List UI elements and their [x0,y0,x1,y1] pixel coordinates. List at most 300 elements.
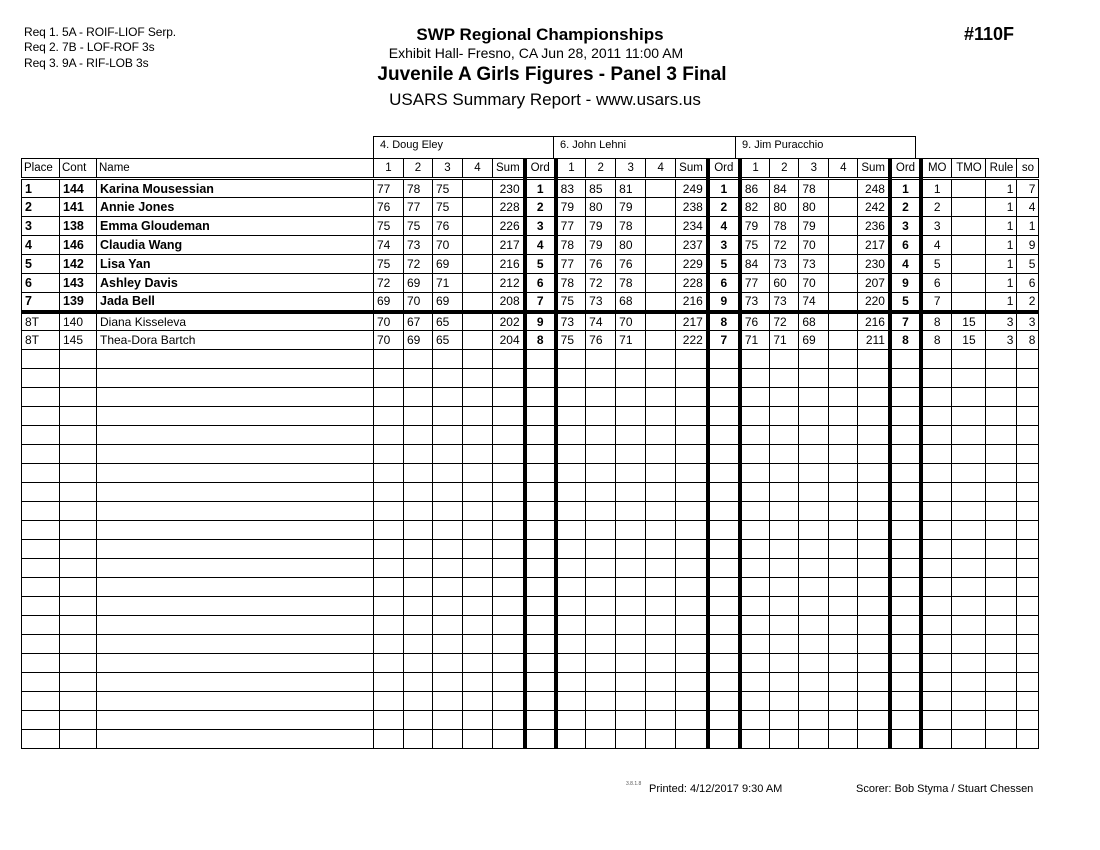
empty-cell [433,407,463,426]
col-j1-s2: 2 [404,159,433,179]
empty-cell [740,502,770,521]
empty-cell [740,692,770,711]
empty-cell [525,673,556,692]
rule-cell: 1 [986,179,1017,198]
empty-cell [463,388,493,407]
empty-cell [1017,464,1039,483]
empty-cell [829,654,858,673]
empty-cell [97,445,374,464]
empty-cell [22,635,60,654]
empty-cell [890,407,921,426]
empty-cell [858,578,890,597]
judge1-score-4 [463,255,493,274]
empty-cell [463,350,493,369]
judge2-ordinal: 7 [708,331,740,350]
judge1-score-4 [463,331,493,350]
contestant-number-cell: 139 [60,293,97,312]
empty-cell [858,597,890,616]
contestant-number-cell: 138 [60,217,97,236]
empty-cell [433,426,463,445]
col-j2-ord: Ord [708,159,740,179]
empty-cell [616,464,646,483]
empty-cell [463,673,493,692]
empty-cell [404,578,433,597]
empty-cell [556,730,586,749]
empty-cell [890,369,921,388]
empty-cell [829,711,858,730]
empty-cell [770,350,799,369]
judge3-score-2: 72 [770,236,799,255]
empty-cell [858,654,890,673]
judge2-score-4 [646,217,676,236]
judge1-sum: 228 [493,198,525,217]
empty-cell [986,350,1017,369]
empty-cell [676,521,708,540]
empty-row [22,559,1039,578]
judge2-score-3: 70 [616,312,646,331]
empty-cell [646,521,676,540]
empty-cell [708,616,740,635]
empty-cell [708,388,740,407]
empty-cell [890,692,921,711]
empty-cell [858,559,890,578]
empty-cell [525,540,556,559]
empty-cell [556,407,586,426]
judge1-ordinal: 4 [525,236,556,255]
empty-cell [493,616,525,635]
majority-ordinal-cell: 4 [921,236,952,255]
empty-cell [770,635,799,654]
empty-cell [646,426,676,445]
empty-cell [799,559,829,578]
empty-cell [586,540,616,559]
table-row [22,331,1039,350]
empty-cell [1017,445,1039,464]
empty-cell [586,673,616,692]
empty-cell [433,673,463,692]
empty-cell [404,635,433,654]
majority-ordinal-cell: 2 [921,198,952,217]
empty-cell [404,445,433,464]
judge1-score-2: 78 [404,179,433,198]
empty-cell [986,635,1017,654]
empty-cell [676,483,708,502]
judge3-score-4 [829,217,858,236]
judge1-score-2: 75 [404,217,433,236]
empty-cell [404,483,433,502]
judge3-score-1: 86 [740,179,770,198]
judge1-score-4 [463,217,493,236]
empty-cell [829,616,858,635]
empty-cell [556,597,586,616]
empty-cell [952,654,986,673]
empty-cell [616,597,646,616]
col-place: Place [22,159,60,179]
empty-cell [22,502,60,521]
empty-cell [986,730,1017,749]
judge3-score-2: 60 [770,274,799,293]
empty-cell [740,616,770,635]
empty-cell [708,521,740,540]
empty-cell [858,483,890,502]
empty-cell [97,388,374,407]
empty-cell [586,350,616,369]
empty-cell [858,464,890,483]
empty-cell [858,616,890,635]
empty-cell [1017,616,1039,635]
judge1-score-2: 70 [404,293,433,312]
empty-cell [463,597,493,616]
judge3-score-3: 73 [799,255,829,274]
empty-cell [829,578,858,597]
judge3-score-4 [829,255,858,274]
rule-cell: 1 [986,255,1017,274]
empty-row [22,464,1039,483]
empty-cell [616,654,646,673]
empty-cell [404,540,433,559]
empty-cell [616,559,646,578]
empty-cell [60,673,97,692]
empty-cell [770,730,799,749]
judge3-score-1: 77 [740,274,770,293]
empty-cell [433,654,463,673]
empty-cell [22,445,60,464]
empty-cell [799,445,829,464]
empty-cell [463,616,493,635]
total-majority-ordinal-cell [952,217,986,236]
empty-cell [60,730,97,749]
empty-cell [22,388,60,407]
judge2-score-2: 74 [586,312,616,331]
empty-cell [740,597,770,616]
judge1-sum: 208 [493,293,525,312]
empty-cell [463,654,493,673]
empty-cell [890,578,921,597]
empty-cell [921,654,952,673]
empty-cell [97,483,374,502]
col-j2-s4: 4 [646,159,676,179]
empty-cell [708,426,740,445]
empty-cell [374,730,404,749]
judge2-score-3: 78 [616,217,646,236]
judge2-sum: 217 [676,312,708,331]
empty-row [22,426,1039,445]
empty-cell [404,654,433,673]
empty-cell [952,388,986,407]
empty-cell [952,673,986,692]
empty-cell [740,445,770,464]
empty-cell [433,692,463,711]
empty-cell [60,635,97,654]
judge1-ordinal: 1 [525,179,556,198]
empty-cell [433,559,463,578]
empty-cell [463,578,493,597]
empty-cell [952,578,986,597]
skating-order-cell: 3 [1017,312,1039,331]
empty-cell [708,464,740,483]
judge-header-3: 9. Jim Puracchio [735,136,916,158]
table-row [22,293,1039,312]
empty-cell [1017,388,1039,407]
judge1-score-2: 73 [404,236,433,255]
empty-cell [1017,407,1039,426]
empty-cell [890,559,921,578]
judge3-score-4 [829,331,858,350]
place-cell: 6 [22,274,60,293]
empty-cell [921,559,952,578]
judge3-ordinal: 4 [890,255,921,274]
empty-cell [646,502,676,521]
empty-cell [799,616,829,635]
judge3-sum: 242 [858,198,890,217]
col-j1-s1: 1 [374,159,404,179]
empty-cell [97,730,374,749]
empty-cell [646,369,676,388]
empty-cell [493,635,525,654]
empty-cell [433,369,463,388]
judge1-sum: 204 [493,331,525,350]
empty-cell [525,730,556,749]
empty-cell [60,369,97,388]
empty-cell [556,711,586,730]
judge1-sum: 212 [493,274,525,293]
total-majority-ordinal-cell [952,198,986,217]
empty-cell [374,388,404,407]
empty-cell [986,559,1017,578]
empty-cell [740,464,770,483]
empty-cell [952,521,986,540]
empty-cell [676,407,708,426]
judge3-sum: 217 [858,236,890,255]
empty-cell [556,578,586,597]
empty-cell [586,559,616,578]
judge1-score-4 [463,198,493,217]
empty-cell [60,654,97,673]
empty-cell [22,464,60,483]
empty-cell [952,407,986,426]
skating-order-cell: 8 [1017,331,1039,350]
judge1-score-1: 75 [374,255,404,274]
empty-cell [493,673,525,692]
empty-cell [433,521,463,540]
empty-cell [493,730,525,749]
empty-cell [646,597,676,616]
empty-cell [708,445,740,464]
judge2-score-1: 83 [556,179,586,198]
col-j3-ord: Ord [890,159,921,179]
empty-cell [556,673,586,692]
empty-cell [740,521,770,540]
empty-cell [829,483,858,502]
empty-cell [890,711,921,730]
empty-cell [890,350,921,369]
judge2-ordinal: 5 [708,255,740,274]
empty-cell [463,369,493,388]
judge1-ordinal: 5 [525,255,556,274]
empty-cell [404,350,433,369]
empty-cell [921,445,952,464]
judge2-score-1: 79 [556,198,586,217]
empty-cell [525,692,556,711]
empty-cell [556,540,586,559]
empty-cell [22,692,60,711]
table-row [22,312,1039,331]
empty-cell [60,502,97,521]
empty-cell [829,388,858,407]
empty-cell [60,464,97,483]
empty-cell [1017,635,1039,654]
empty-cell [463,730,493,749]
empty-cell [493,654,525,673]
rule-cell: 3 [986,331,1017,350]
judge3-sum: 230 [858,255,890,274]
empty-cell [740,654,770,673]
empty-cell [921,635,952,654]
empty-cell [556,445,586,464]
col-j3-sum: Sum [858,159,890,179]
judge1-ordinal: 2 [525,198,556,217]
empty-cell [986,388,1017,407]
empty-cell [493,578,525,597]
place-cell: 7 [22,293,60,312]
empty-cell [1017,673,1039,692]
judge2-score-4 [646,274,676,293]
judge1-score-2: 67 [404,312,433,331]
empty-cell [22,407,60,426]
empty-cell [374,578,404,597]
place-cell: 1 [22,179,60,198]
event-number: #110F [964,24,1015,44]
empty-cell [829,426,858,445]
empty-cell [676,388,708,407]
empty-cell [952,350,986,369]
empty-cell [374,369,404,388]
empty-cell [952,483,986,502]
empty-cell [60,578,97,597]
judge2-score-4 [646,255,676,274]
empty-row [22,407,1039,426]
col-name: Name [97,159,374,179]
competition-title: SWP Regional Championships [416,25,664,44]
judge1-sum: 216 [493,255,525,274]
empty-cell [770,445,799,464]
empty-cell [921,540,952,559]
empty-cell [890,635,921,654]
empty-cell [799,540,829,559]
skating-order-cell: 6 [1017,274,1039,293]
empty-cell [770,426,799,445]
empty-cell [404,464,433,483]
contestant-number-cell: 145 [60,331,97,350]
judge-header-2: 6. John Lehni [553,136,736,158]
empty-cell [770,673,799,692]
judge1-score-2: 72 [404,255,433,274]
judge3-score-3: 79 [799,217,829,236]
empty-cell [97,426,374,445]
empty-cell [586,578,616,597]
judge2-sum: 228 [676,274,708,293]
majority-ordinal-cell: 6 [921,274,952,293]
empty-cell [22,521,60,540]
empty-cell [986,711,1017,730]
empty-cell [829,559,858,578]
judge2-score-3: 71 [616,331,646,350]
judge2-score-4 [646,198,676,217]
requirement-1: Req 1. 5A - ROIF-LIOF Serp. [24,25,177,39]
empty-cell [646,616,676,635]
empty-cell [708,730,740,749]
empty-cell [463,540,493,559]
empty-cell [1017,730,1039,749]
empty-cell [646,388,676,407]
judge2-score-4 [646,331,676,350]
empty-cell [586,502,616,521]
empty-cell [404,692,433,711]
empty-cell [799,635,829,654]
empty-cell [525,388,556,407]
empty-cell [770,540,799,559]
empty-cell [493,426,525,445]
empty-cell [433,635,463,654]
skater-name-cell: Claudia Wang [97,236,374,255]
empty-cell [463,483,493,502]
empty-cell [525,350,556,369]
skater-name-cell: Jada Bell [97,293,374,312]
judge3-score-3: 68 [799,312,829,331]
judge2-score-1: 73 [556,312,586,331]
empty-cell [463,426,493,445]
empty-cell [986,502,1017,521]
empty-cell [952,426,986,445]
empty-cell [374,426,404,445]
empty-cell [829,673,858,692]
empty-cell [433,730,463,749]
empty-cell [97,521,374,540]
empty-cell [374,540,404,559]
empty-cell [404,502,433,521]
empty-cell [586,635,616,654]
empty-cell [921,578,952,597]
empty-cell [986,464,1017,483]
empty-cell [616,369,646,388]
empty-cell [921,730,952,749]
empty-cell [770,559,799,578]
judge3-score-3: 78 [799,179,829,198]
empty-cell [97,597,374,616]
judge3-score-1: 79 [740,217,770,236]
empty-cell [586,654,616,673]
column-header-row [22,159,1039,179]
empty-cell [97,407,374,426]
empty-cell [586,483,616,502]
empty-cell [374,483,404,502]
empty-cell [829,350,858,369]
skater-name-cell: Lisa Yan [97,255,374,274]
empty-cell [676,635,708,654]
empty-cell [616,711,646,730]
empty-cell [676,730,708,749]
judge1-sum: 230 [493,179,525,198]
empty-cell [97,692,374,711]
empty-cell [433,464,463,483]
judge1-ordinal: 7 [525,293,556,312]
empty-cell [1017,502,1039,521]
rule-cell: 3 [986,312,1017,331]
judge2-score-3: 80 [616,236,646,255]
empty-cell [676,711,708,730]
col-j1-s3: 3 [433,159,463,179]
judge2-ordinal: 9 [708,293,740,312]
